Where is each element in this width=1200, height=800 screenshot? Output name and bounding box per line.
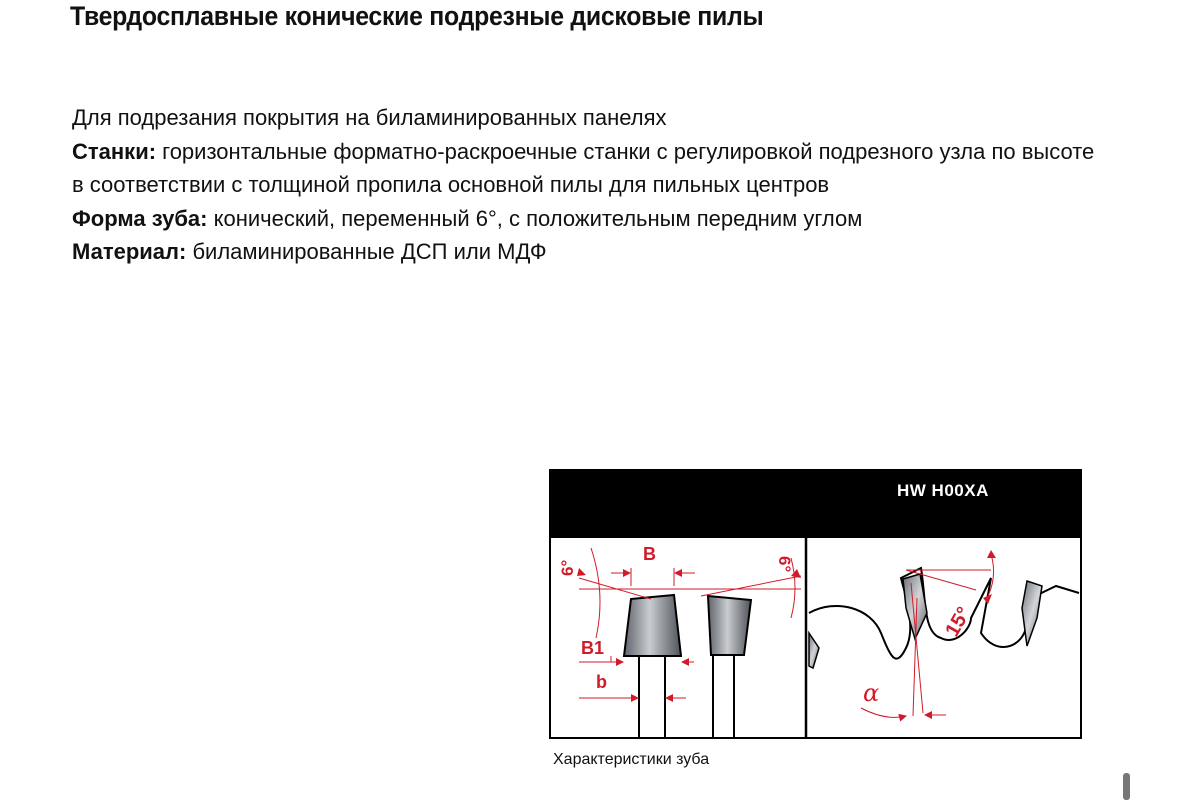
blade-profile [809,568,1079,659]
dimension-label-b: b [596,672,607,692]
arrow-left-angle [577,568,586,576]
material-line [72,235,1112,269]
alpha-label: α [863,679,880,707]
machines-label: Станки: [72,138,157,164]
dimension-label-B1: B1 [581,638,605,658]
arc-left [591,548,600,638]
tooth-diagram [549,469,1082,739]
tooth-shape-label: Форма зуба: [72,205,208,231]
material-label: Материал: [72,239,187,264]
blade-tooth-right [1022,581,1042,646]
material-text: биламинированные ДСП или МДФ [186,239,547,264]
diagram-header [551,471,1080,538]
machines-text: горизонтальные форматно-раскроечные станки с регулировкой подрезного узла по высоте в соответствии с толщиной пропила основной пилы для пильных центров [72,138,1095,197]
tooth-shape-line [72,202,1112,236]
page-title: Твердосплавные конические подрезные дисковые пилы [70,1,764,31]
diagram-canvas [551,538,1080,737]
conical-tooth-back [708,596,751,655]
conical-tooth-front [624,595,681,656]
blade-tooth-partial [809,633,819,668]
diagram-caption: Характеристики зуба [553,751,710,768]
angle-line-right [701,576,801,596]
right-panel [809,550,1079,717]
machines-line [72,135,1112,202]
angle-label-right: 6° [775,556,794,573]
left-panel [558,544,801,737]
dimension-label-B: B [643,544,656,564]
angle-label-left: 6° [558,559,577,576]
tooth-shape-text: конический, переменный 6°, с положительным передним углом [207,205,863,231]
description-block [72,101,1112,269]
intro-line: Для подрезания покрытия на биламинированных панелях [72,105,667,130]
angle-label-15: 15° [941,603,976,641]
scrollbar-handle[interactable] [1123,773,1130,800]
product-code: HW H00XA [897,481,989,500]
